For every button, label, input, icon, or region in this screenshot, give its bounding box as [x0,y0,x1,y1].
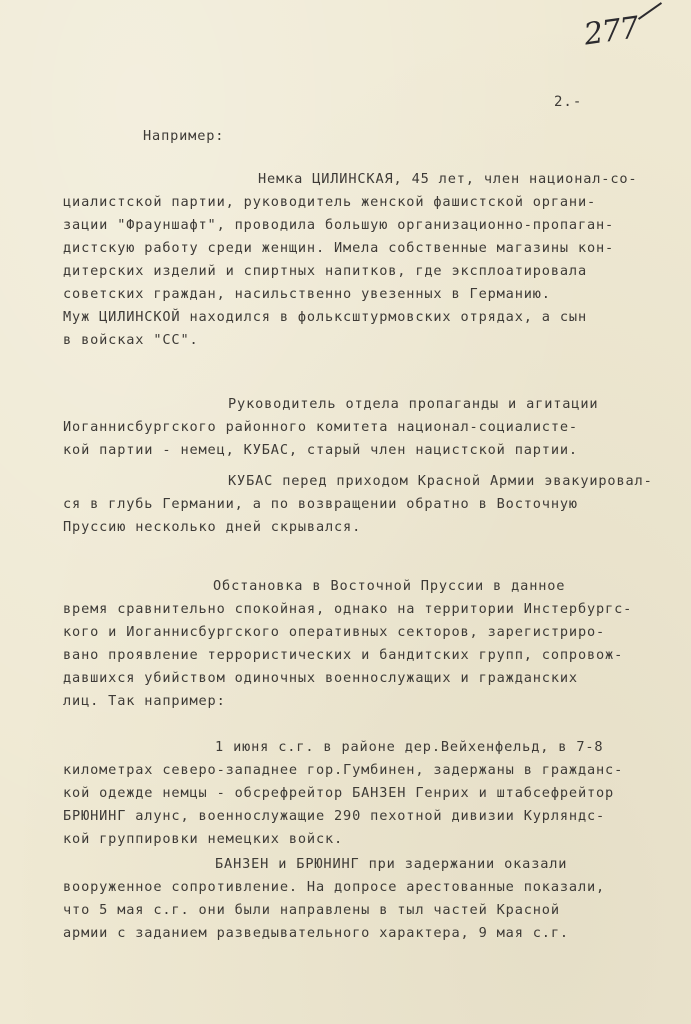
text-line: вооруженное сопротивление. На допросе арестованные показали, [63,879,606,895]
text-line: лиц. Так например: [63,693,226,709]
text-line: Муж ЦИЛИНСКОЙ находился в фольксштурмовских отрядах, а сын [63,309,587,325]
page-number: 2.- [554,94,583,110]
text-line: Руководитель отдела пропаганды и агитации [228,396,599,412]
text-line: давшихся убийством одиночных военнослужащих и гражданских [63,670,578,686]
text-line: Например: [143,128,225,144]
text-line: циалистской партии, руководитель женской фашистской органи- [63,194,597,210]
text-line: 1 июня с.г. в районе дер.Вейхенфельд, в 7-8 [215,739,604,755]
text-line: Пруссию несколько дней скрывался. [63,519,362,535]
text-line: Иоганнисбургского районного комитета национал-социалисте- [63,419,578,435]
text-line: Обстановка в Восточной Пруссии в данное [213,578,566,594]
text-line: зации "Фрауншафт", проводила большую организационно-пропаган- [63,217,615,233]
text-line: кой партии - немец, КУБАС, старый член нацистской партии. [63,442,578,458]
text-line: БАНЗЕН и БРЮНИНГ при задержании оказали [215,856,568,872]
text-line: кой одежде немцы - обсрефрейтор БАНЗЕН Генрих и штабсефрейтор [63,785,615,801]
text-line: что 5 мая с.г. они были направлены в тыл частей Красной [63,902,560,918]
text-line: кой группировки немецких войск. [63,831,344,847]
text-line: Немка ЦИЛИНСКАЯ, 45 лет, член национал-со- [258,171,638,187]
text-line: ся в глубь Германии, а по возвращении обратно в Восточную [63,496,578,512]
text-line: БРЮНИНГ алунс, военнослужащие 290 пехотной дивизии Курляндс- [63,808,606,824]
text-line: КУБАС перед приходом Красной Армии эвакуировал- [228,473,653,489]
text-line: советских граждан, насильственно увезенных в Германию. [63,286,551,302]
text-line: в войсках "СС". [63,332,199,348]
text-line: кого и Иоганнисбургского оперативных секторов, зарегистриро- [63,624,606,640]
text-line: дитерских изделий и спиртных напитков, где эксплоатировала [63,263,587,279]
text-line: километрах северо-западнее гор.Гумбинен, задержаны в гражданс- [63,762,624,778]
folio-pen-stroke [638,2,662,20]
handwritten-folio-number: 277 [581,10,641,53]
text-line: время сравнительно спокойная, однако на территории Инстербургс- [63,601,633,617]
text-line: дистскую работу среди женщин. Имела собственные магазины кон- [63,240,615,256]
text-line: вано проявление террористических и бандитских групп, сопровож- [63,647,624,663]
text-line: армии с заданием разведывательного характера, 9 мая с.г. [63,925,569,941]
